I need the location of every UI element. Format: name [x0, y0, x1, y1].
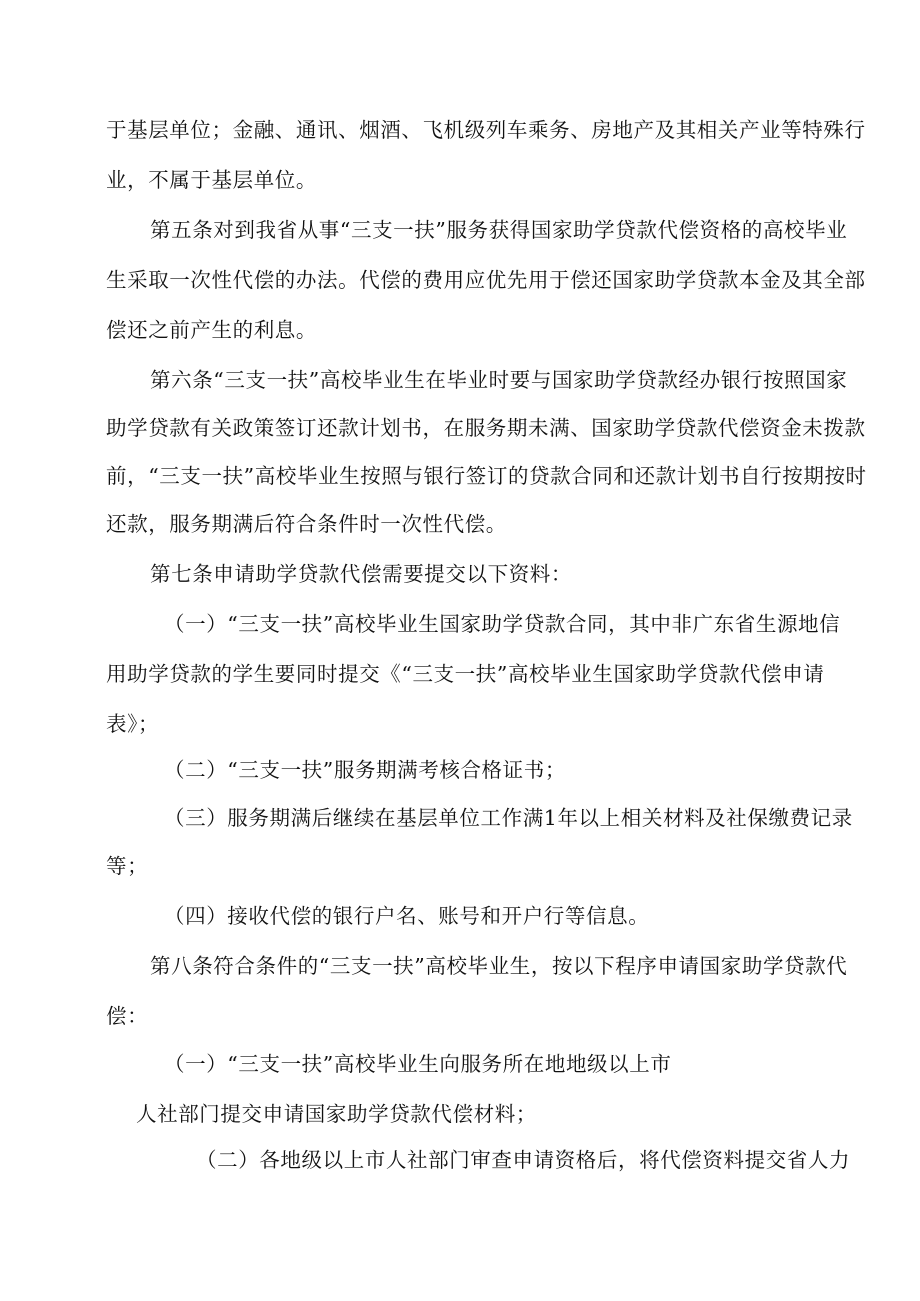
text-line-3: 第五条对到我省从事“三支一扶”服务获得国家助学贷款代偿资格的高校毕业 — [150, 218, 848, 242]
text-line-7: 助学贷款有关政策签订还款计划书，在服务期未满、国家助学贷款代偿资金未拨款 — [106, 416, 866, 440]
text-line-13: 表》； — [106, 712, 160, 736]
text-line-20: （一）“三支一扶”高校毕业生向服务所在地地级以上市 — [164, 1052, 672, 1076]
text-line-2: 业，不属于基层单位。 — [106, 168, 317, 192]
text-line-6: 第六条“三支一扶”高校毕业生在毕业时要与国家助学贷款经办银行按照国家 — [150, 368, 848, 392]
text-line-8: 前，“三支一扶”高校毕业生按照与银行签订的贷款合同和还款计划书自行按期按时 — [106, 464, 867, 488]
text-line-12: 用助学贷款的学生要同时提交《“三支一扶”高校毕业生国家助学贷款代偿申请 — [106, 662, 825, 686]
text-line-22: （二）各地级以上市人社部门审查申请资格后，将代偿资料提交省人力 — [196, 1148, 851, 1172]
text-line-15: （三）服务期满后继续在基层单位工作满1年以上相关材料及社保缴费记录 — [164, 806, 853, 830]
text-line-10: 第七条申请助学贷款代偿需要提交以下资料： — [150, 562, 572, 586]
text-line-1: 于基层单位；金融、通讯、烟酒、飞机级列车乘务、房地产及其相关产业等特殊行 — [106, 118, 866, 142]
text-line-4: 生采取一次性代偿的办法。代偿的费用应优先用于偿还国家助学贷款本金及其全部 — [106, 268, 866, 292]
text-line-9: 还款，服务期满后符合条件时一次性代偿。 — [106, 512, 507, 536]
text-line-17: （四）接收代偿的银行户名、账号和开户行等信息。 — [164, 904, 650, 928]
text-line-11: （一）“三支一扶”高校毕业生国家助学贷款合同，其中非广东省生源地信 — [164, 612, 841, 636]
text-line-5: 偿还之前产生的利息。 — [106, 318, 317, 342]
text-line-16: 等； — [106, 854, 149, 878]
text-line-21: 人社部门提交申请国家助学贷款代偿材料； — [136, 1102, 537, 1126]
text-line-19: 偿： — [106, 1004, 149, 1028]
text-line-14: （二）“三支一扶”服务期满考核合格证书； — [164, 758, 566, 782]
text-line-18: 第八条符合条件的“三支一扶”高校毕业生，按以下程序申请国家助学贷款代 — [150, 954, 848, 978]
